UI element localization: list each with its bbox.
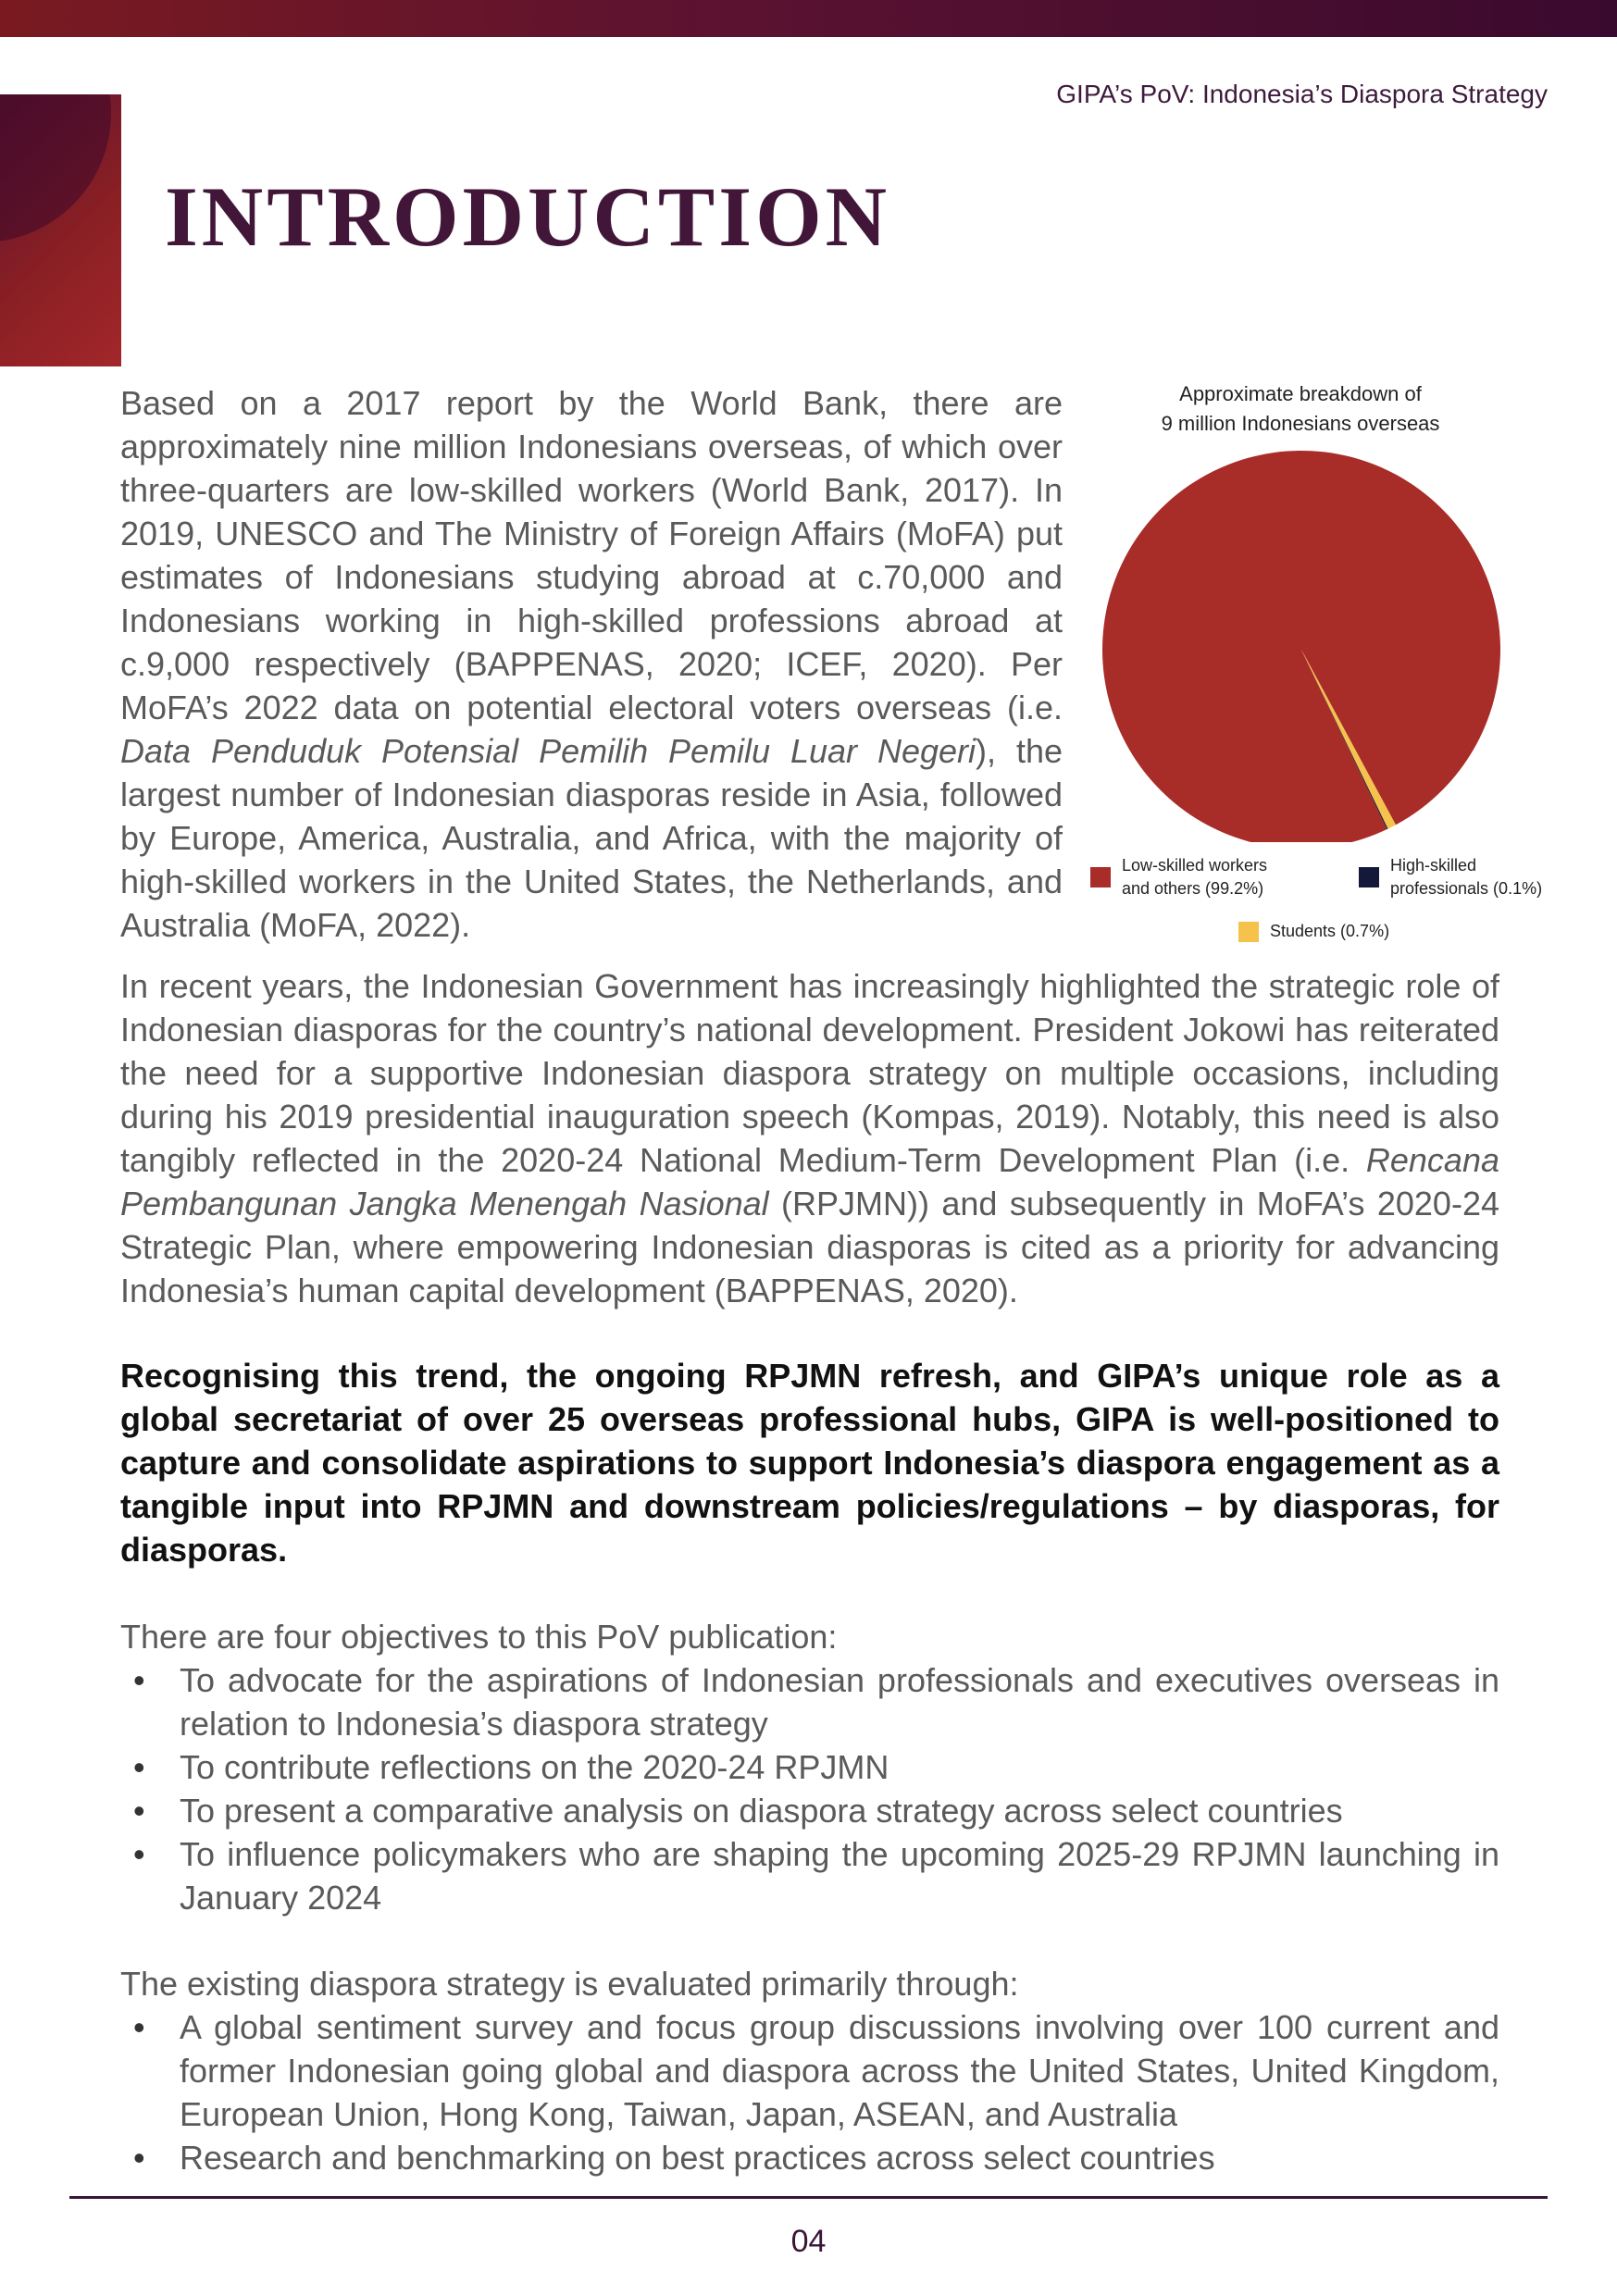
legend-swatch-high-skilled: [1359, 867, 1379, 887]
objectives-list: [120, 1658, 1499, 1919]
list-item: • To influence policymakers who are shaping the upcoming 2025-29 RPJMN launching in January 2024: [120, 1832, 1499, 1919]
footer-divider: [69, 2196, 1548, 2199]
chart-title-line-2: 9 million Indonesians overseas: [1161, 412, 1440, 435]
publication-header: GIPA’s PoV: Indonesia’s Diaspora Strategy: [1056, 80, 1548, 108]
list-item: • To advocate for the aspirations of Indonesian professionals and executives overseas in relation to Indonesia’s diaspora strategy: [120, 1658, 1499, 1745]
paragraph-gipa-positioning: Recognising this trend, the ongoing RPJMN refresh, and GIPA’s unique role as a global secretariat of over 25 overseas professional hubs, GIPA is well-positioned to capture and consolidate aspirations to support Indonesia’s diaspora engagement as a tangible input into RPJMN and downstream policies/regulations – by diasporas, for diasporas.: [120, 1357, 1499, 1569]
legend-swatch-low-skilled: [1090, 867, 1111, 887]
chart-title-line-1: Approximate breakdown of: [1179, 382, 1422, 405]
list-item: • Research and benchmarking on best practices across select countries: [120, 2136, 1499, 2179]
legend-label-high-skilled: High-skilled professionals (0.1%): [1390, 856, 1543, 898]
evaluation-list: [120, 2005, 1499, 2179]
paragraph-overview: Based on a 2017 report by the World Bank, there are approximately nine million Indonesians overseas, of which over three-quarters are low-skilled workers (World Bank, 2017). In 2019, UNESCO and The Ministry of Foreign Affairs (MoFA) put estimates of Indonesians studying abroad at c.70,000 and Indonesians working in high-skilled professions abroad at c.9,000 respectively (BAPPENAS, 2020; ICEF, 2020). Per MoFA’s 2022 data on potential electoral voters overseas (i.e. Data Penduduk Potensial Pemilih Pemilu Luar Negeri), the largest number of Indonesian diasporas reside in Asia, followed by Europe, America, Australia, and Africa, with the majority of high-skilled workers in the United States, the Netherlands, and Australia (MoFA, 2022).: [120, 384, 1063, 944]
legend-label-low-skilled: Low-skilled workers and others (99.2%): [1122, 856, 1268, 898]
legend-label-students: Students (0.7%): [1270, 922, 1390, 940]
corner-decoration: [0, 94, 121, 366]
pie-slice-low-skilled: [1102, 451, 1500, 842]
objectives-intro: There are four objectives to this PoV publication:: [120, 1618, 838, 1656]
list-item: • A global sentiment survey and focus group discussions involving over 100 current and former Indonesian going global and diaspora across the United States, United Kingdom, European Union, Hong Kong, Taiwan, Japan, ASEAN, and Australia: [120, 2005, 1499, 2136]
list-item: • To present a comparative analysis on diaspora strategy across select countries: [120, 1789, 1499, 1832]
page-number: 04: [790, 2224, 827, 2259]
pie-chart: [1092, 435, 1509, 842]
evaluation-intro: The existing diaspora strategy is evaluated primarily through:: [120, 1965, 1019, 2003]
page-title: INTRODUCTION: [165, 169, 891, 264]
legend-swatch-students: [1238, 922, 1259, 942]
list-item: • To contribute reflections on the 2020-24 RPJMN: [120, 1745, 1499, 1789]
top-banner: [0, 0, 1617, 37]
chart-title: [1092, 379, 1509, 439]
paragraph-government-role: In recent years, the Indonesian Government has increasingly highlighted the strategic role of Indonesian diasporas for the country’s national development. President Jokowi has reiterated the need for a supportive Indonesian diaspora strategy on multiple occasions, including during his 2019 presidential inauguration speech (Kompas, 2019). Notably, this need is also tangibly reflected in the 2020-24 National Medium-Term Development Plan (i.e. Rencana Pembangunan Jangka Menengah Nasional (RPJMN)) and subsequently in MoFA’s 2020-24 Strategic Plan, where empowering Indonesian diasporas is cited as a priority for advancing Indonesia’s human capital development (BAPPENAS, 2020).: [120, 967, 1499, 1309]
